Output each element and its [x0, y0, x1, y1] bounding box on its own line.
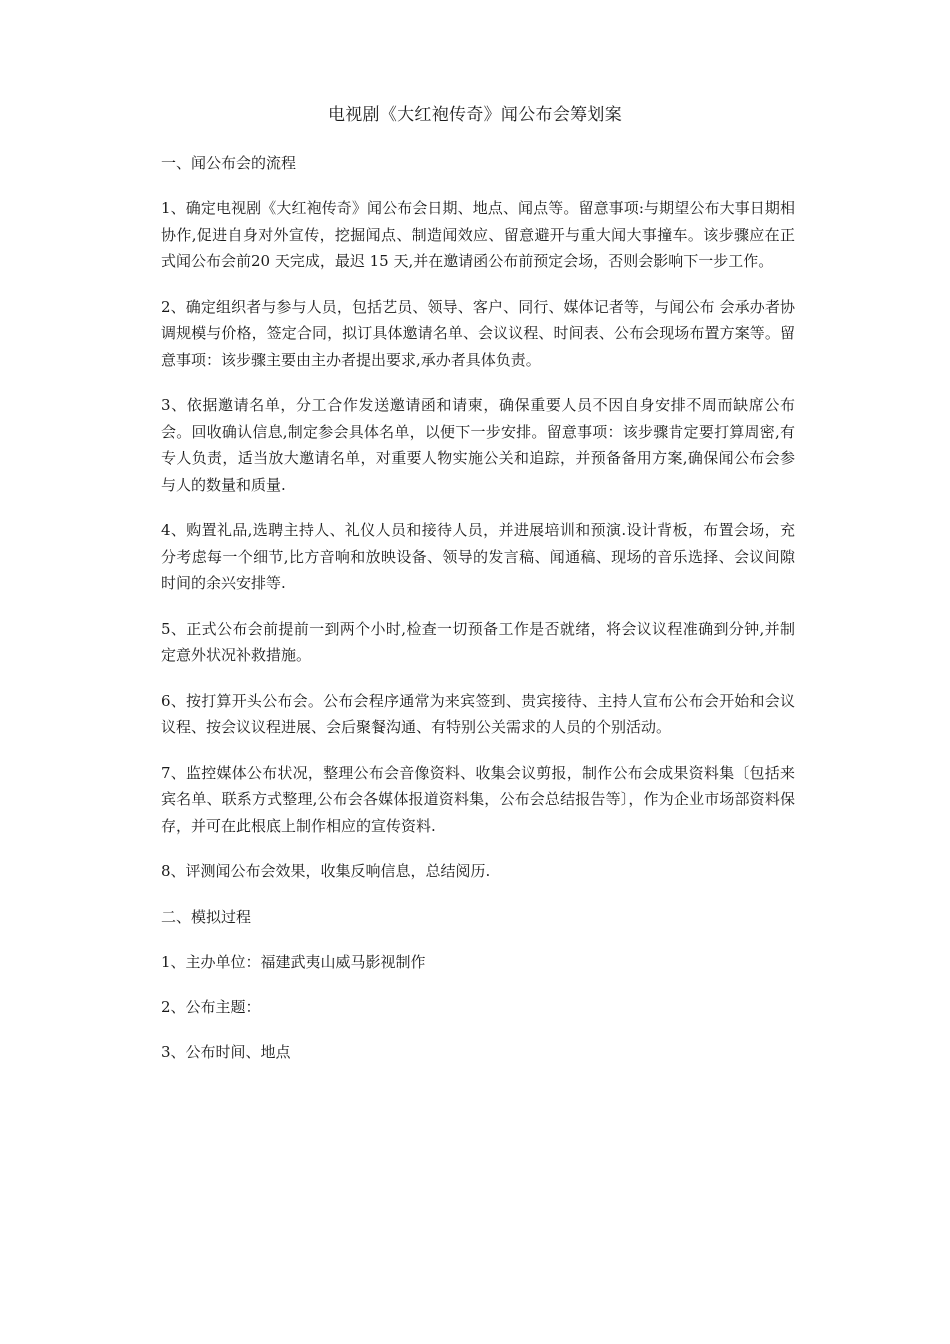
paragraph-step-6: 6、按打算开头公布会。公布会程序通常为来宾签到、贵宾接待、主持人宣布公布会开始和会议议程、按会议议程进展、会后聚餐沟通、有特别公关需求的人员的个别活动。 — [161, 691, 795, 736]
section-1-heading: 一、闻公布会的流程 — [161, 154, 297, 172]
paragraph-step-1: 1、确定电视剧《大红袍传奇》闻公布会日期、地点、闻点等。留意事项:与期望公布大事日期相协作,促进自身对外宣传，挖掘闻点、制造闻效应、留意避开与重大闻大事撞车。该步骤应在正式闻公布会前20 天完成，最迟 15 天,并在邀请函公布前预定会场，否则会影响下一步工作。 — [161, 199, 795, 270]
paragraph-step-7: 7、监控媒体公布状况，整理公布会音像资料、收集会议剪报，制作公布会成果资料集〔包括来宾名单、联系方式整理,公布会各媒体报道资料集，公布会总结报告等〕，作为企业市场部资料保存，并可在此根底上制作相应的宣传资料. — [161, 763, 795, 835]
document-title: 电视剧《大红袍传奇》闻公布会筹划案 — [327, 105, 623, 125]
paragraph-step-2: 2、确定组织者与参与人员，包括艺员、领导、客户、同行、媒体记者等，与闻公布 会承办者协调规模与价格，签定合同，拟订具体邀请名单、会议议程、时间表、公布会现场布置方案等。留意事项：该步骤主要由主办者提出要求,承办者具体负责。 — [161, 297, 795, 369]
paragraph-step-3: 3、依据邀请名单，分工合作发送邀请函和请柬，确保重要人员不因自身安排不周而缺席公布会。回收确认信息,制定参会具体名单，以便下一步安排。留意事项：该步骤肯定要打算周密,有专人负责，适当放大邀请名单，对重要人物实施公关和追踪，并预备备用方案,确保闻公布会参与人的数量和质量. — [161, 396, 795, 494]
paragraph-step-8: 8、评测闻公布会效果，收集反响信息，总结阅历. — [161, 862, 491, 880]
paragraph-step-5: 5、正式公布会前提前一到两个小时,检查一切预备工作是否就绪，将会议议程准确到分钟,并制定意外状况补救措施。 — [161, 619, 795, 664]
section-2-heading: 二、模拟过程 — [161, 907, 252, 926]
document-body — [161, 150, 795, 1084]
paragraph-step-4: 4、购置礼品,选聘主持人、礼仪人员和接待人员，并进展培训和预演.设计背板，布置会场，充分考虑每一个细节,比方音响和放映设备、领导的发言稿、闻通稿、现场的音乐选择、会议间隙时间的余兴安排等. — [161, 521, 795, 592]
simulation-item-organizer: 1、主办单位：福建武夷山威马影视制作 — [161, 952, 426, 971]
simulation-item-theme: 2、公布主题： — [161, 997, 261, 1016]
simulation-item-time-place: 3、公布时间、地点 — [161, 1042, 291, 1061]
